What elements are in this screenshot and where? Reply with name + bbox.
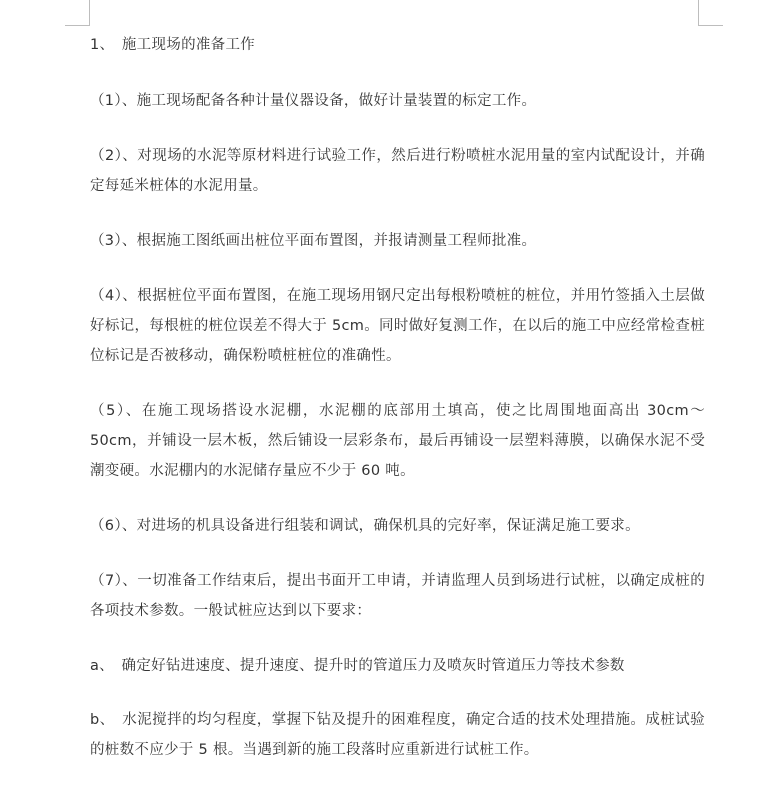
paragraph-item-1: （1）、施工现场配备各种计量仪器设备，做好计量装置的标定工作。: [90, 93, 537, 109]
document-body: [90, 30, 705, 790]
paragraph-item-5: （5）、在施工现场搭设水泥棚，水泥棚的底部用土填高，使之比周围地面高出 30cm～50cm，并铺设一层木板，然后铺设一层彩条布，最后再铺设一层塑料薄膜，以确保水泥不受潮变硬。水泥棚内的水泥储存量应不少于 60 吨。: [90, 403, 705, 479]
section-heading: 1、 施工现场的准备工作: [90, 37, 256, 53]
paragraph-item-2: （2）、对现场的水泥等原材料进行试验工作，然后进行粉喷桩水泥用量的室内试配设计，并确定每延米桩体的水泥用量。: [90, 148, 705, 194]
paragraph-item-a: a、 确定好钻进速度、提升速度、提升时的管道压力及喷灰时管道压力等技术参数: [90, 658, 625, 674]
crop-mark-top-right: [698, 0, 723, 26]
paragraph-item-7: （7）、一切准备工作结束后，提出书面开工申请，并请监理人员到场进行试桩，以确定成桩的各项技术参数。一般试桩应达到以下要求：: [90, 573, 705, 619]
crop-mark-top-left: [65, 0, 90, 26]
paragraph-item-b: b、 水泥搅拌的均匀程度，掌握下钻及提升的困难程度，确定合适的技术处理措施。成桩试验的桩数不应少于 5 根。当遇到新的施工段落时应重新进行试桩工作。: [90, 712, 705, 758]
paragraph-item-4: （4）、根据桩位平面布置图，在施工现场用钢尺定出每根粉喷桩的桩位，并用竹签插入土层做好标记，每根桩的桩位误差不得大于 5cm。同时做好复测工作，在以后的施工中应经常检查桩位标记是否被移动，确保粉喷桩桩位的准确性。: [90, 288, 705, 364]
paragraph-item-6: （6）、对进场的机具设备进行组装和调试，确保机具的完好率，保证满足施工要求。: [90, 518, 640, 534]
paragraph-item-3: （3）、根据施工图纸画出桩位平面布置图，并报请测量工程师批准。: [90, 233, 537, 249]
